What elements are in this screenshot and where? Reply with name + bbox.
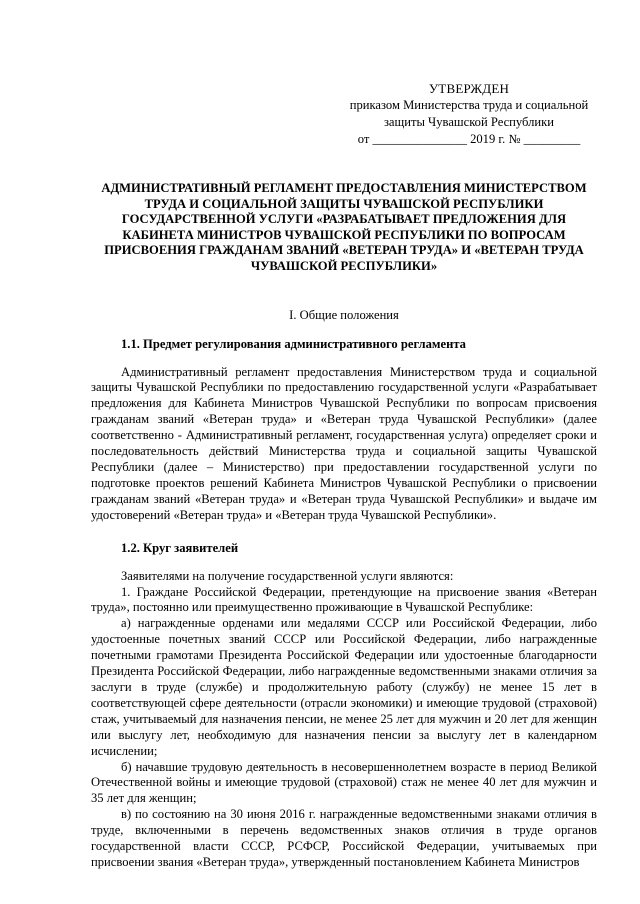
approval-line-2: защиты Чувашской Республики xyxy=(383,115,555,129)
section-heading-1-2: 1.2. Круг заявителей xyxy=(121,540,239,555)
chapter-heading: I. Общие положения xyxy=(289,307,399,322)
document-title: АДМИНИСТРАТИВНЫЙ РЕГЛАМЕНТ ПРЕДОСТАВЛЕНИЯ МИНИСТЕРСТВОМ ТРУДА И СОЦИАЛЬНОЙ ЗАЩИТЫ ЧУВАШСКОЙ РЕСПУБЛИКИ ГОСУДАРСТВЕННОЙ УСЛУГИ «РАЗРАБАТЫВАЕТ ПРЕДЛОЖЕНИЯ ДЛЯ КАБИНЕТА МИНИСТРОВ ЧУВАШСКОЙ РЕСПУБЛИКИ ПО ВОПРОСАМ ПРИСВОЕНИЯ ГРАЖДАНАМ ЗВАНИЙ «ВЕТЕРАН ТРУДА» И «ВЕТЕРАН ТРУДА ЧУВАШСКОЙ РЕСПУБЛИКИ» xyxy=(101,181,587,273)
applicants-item-a: а) награжденные орденами или медалями СССР или Российской Федерации, либо удостоенные почетных званий СССР или Российской Федерации, либо награжденные почетными грамотами Президента Российской Федерации или удостоенные благодарности Президента Российской Федерации, либо награжденные ведомственными знаками отличия за заслуги в труде (службе) и продолжительную работу (службу) не менее 15 лет в соответствующей сфере деятельности (отрасли экономики) и имеющие трудовой (страховой) стаж, учитываемый для назначения пенсии, не менее 25 лет для мужчин и 20 лет для женщин или выслугу лет, необходимую для назначения пенсии за выслугу лет в календарном исчислении; xyxy=(91,616,597,758)
section-1-1-paragraph: Административный регламент предоставления Министерством труда и социальной защиты Чувашской Республики по предоставлению государственной услуги «Разрабатывает предложения для Кабинета Министров Чувашской Республики по вопросам присвоения гражданам званий «Ветеран труда» и «Ветеран труда Чувашской Республики» (далее соответственно - Административный регламент, государственная услуга) определяет сроки и последовательность действий Министерства труда и социальной защиты Чувашской Республики (далее – Министерство) при предоставлении государственной услуги по подготовке проектов решений Кабинета Министров Чувашской Республики о присвоении гражданам званий «Ветеран труда» и «Ветеран труда Чувашской Республики» и выдаче им удостоверений «Ветеран труда» и «Ветеран труда Чувашской Республики». xyxy=(91,364,597,522)
section-heading-1-1: 1.1. Предмет регулирования административного регламента xyxy=(121,336,466,351)
approval-stamp-block xyxy=(341,80,597,148)
applicants-item-1: 1. Граждане Российской Федерации, претендующие на присвоение звания «Ветеран труда», постоянно или преимущественно проживающие в Чувашской Республике: xyxy=(91,584,597,615)
applicants-item-b: б) начавшие трудовую деятельность в несовершеннолетнем возрасте в период Великой Отечественной войны и имеющие трудовой (страховой) стаж не менее 40 лет для мужчин и 35 лет для женщин; xyxy=(91,759,597,806)
applicants-intro: Заявителями на получение государственной услуги являются: xyxy=(121,568,454,583)
approval-line-1: приказом Министерства труда и социальной xyxy=(349,98,589,112)
approval-line-3: от _______________ 2019 г. № _________ xyxy=(357,132,581,146)
applicants-item-c: в) по состоянию на 30 июня 2016 г. награжденные ведомственными знаками отличия в труде, включенными в перечень ведомственных знаков отличия в труде органов государственной власти СССР, РСФСР, Российской Федерации, учитываемых при присвоении звания «Ветеран труда», утвержденный постановлением Кабинета Министров xyxy=(91,807,597,869)
approval-heading: УТВЕРЖДЕН xyxy=(428,81,510,96)
